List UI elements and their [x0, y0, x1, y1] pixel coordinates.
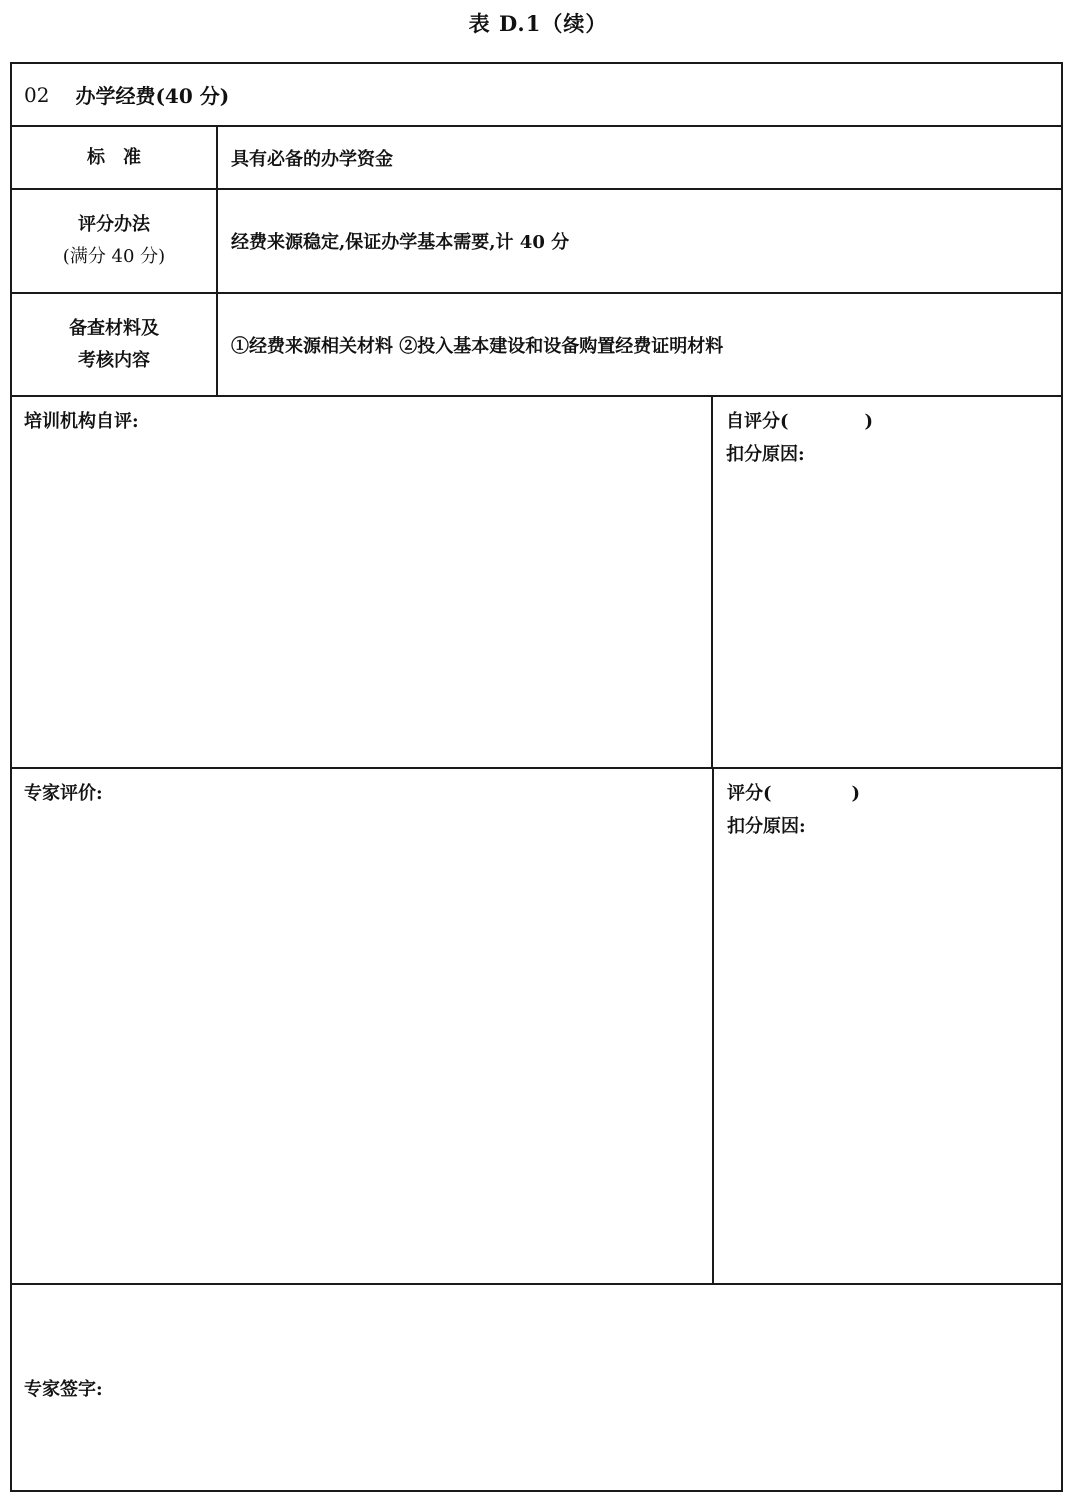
self-evaluation-area[interactable]	[12, 397, 713, 767]
materials-row	[12, 294, 1061, 397]
materials-value: ①经费来源相关材料 ②投入基本建设和设备购置经费证明材料	[231, 335, 724, 357]
scoring-label-cell	[12, 190, 218, 292]
self-evaluation-row	[12, 397, 1061, 769]
standard-value: 具有必备的办学资金	[231, 148, 393, 170]
self-deduction-label: 扣分原因:	[726, 444, 805, 465]
expert-evaluation-area[interactable]	[12, 769, 714, 1283]
expert-score-label: 评分(	[727, 783, 772, 804]
self-score-label: 自评分(	[726, 411, 789, 432]
scoring-value: 经费来源稳定,保证办学基本需要,计 40 分	[231, 232, 570, 253]
materials-label-line1: 备查材料及	[69, 317, 159, 339]
expert-score-line	[727, 777, 1061, 810]
expert-evaluation-label: 专家评价:	[24, 783, 103, 804]
self-score-close: )	[864, 411, 874, 432]
scoring-full-marks: (满分 40 分)	[62, 246, 166, 267]
expert-score-area[interactable]	[714, 769, 1061, 1283]
self-score-area[interactable]	[713, 397, 1061, 767]
materials-label-line2: 考核内容	[78, 349, 150, 371]
standard-row	[12, 127, 1061, 190]
materials-label-cell	[12, 294, 218, 395]
table-caption: 表 D.1（续）	[468, 11, 608, 36]
section-header	[12, 64, 1061, 127]
evaluation-form-table	[10, 62, 1063, 1492]
standard-label: 标 准	[87, 146, 141, 168]
self-score-line	[726, 405, 1061, 438]
expert-evaluation-row	[12, 769, 1061, 1285]
standard-value-cell	[218, 127, 1061, 188]
scoring-label: 评分办法	[78, 214, 150, 235]
scoring-value-cell	[218, 190, 1061, 292]
standard-label-cell	[12, 127, 218, 188]
signature-row[interactable]	[12, 1285, 1061, 1490]
expert-score-close: )	[851, 783, 861, 804]
signature-label: 专家签字:	[24, 1378, 103, 1400]
section-code: 02	[24, 82, 50, 107]
section-title: 办学经费(40 分)	[75, 84, 230, 108]
expert-deduction-label: 扣分原因:	[727, 816, 806, 837]
materials-value-cell	[218, 294, 1061, 395]
self-evaluation-label: 培训机构自评:	[24, 411, 139, 432]
scoring-row	[12, 190, 1061, 294]
